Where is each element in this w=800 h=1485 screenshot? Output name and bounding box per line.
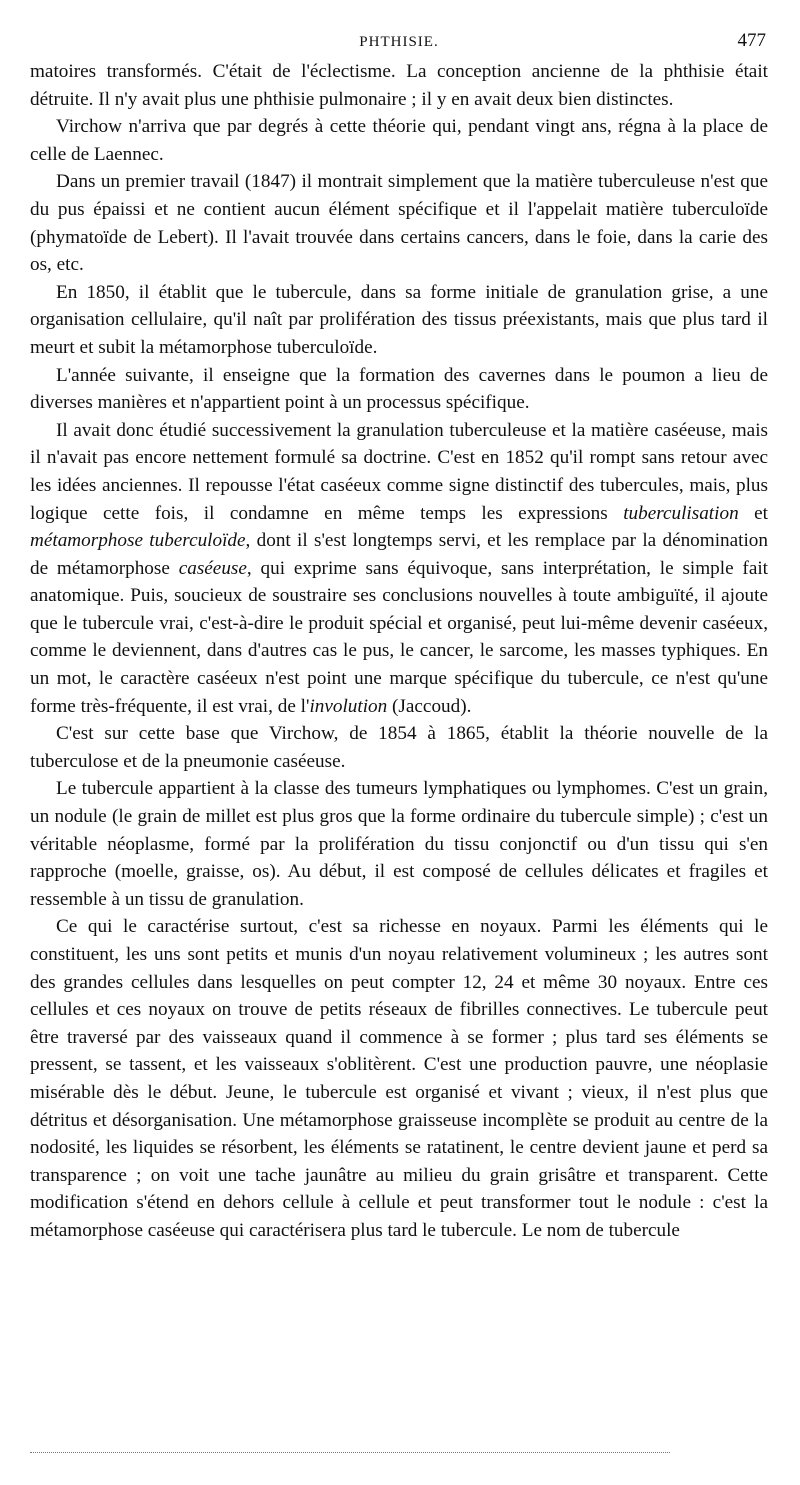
paragraph — [30, 913, 768, 1244]
running-title: PHTHISIE. — [359, 34, 439, 50]
italic-term: caséeuse — [178, 557, 247, 579]
italic-term: tuberculisation — [623, 502, 739, 524]
paragraph — [30, 168, 768, 278]
page-number: 477 — [737, 30, 766, 51]
paragraph — [30, 775, 768, 913]
paragraph — [30, 279, 768, 362]
text-run: Il avait donc étudié successivement la granulation tuberculeuse et la matière caséeuse, mais il n'avait pas encore nettement formulé sa doctrine. C'est en 1852 qu'il rompt sans retour avec les idées anciennes. Il repousse l'état caséeux comme signe distinctif des tubercules, mais, plus logique cette fois, il condamne en même temps les expressions — [30, 419, 768, 524]
italic-term: métamorphose tuberculoïde — [30, 530, 246, 552]
text-run: L'année suivante, il enseigne que la formation des cavernes dans le poumon a lieu de diverses manières et n'appartient point à un processus spécifique. — [30, 364, 768, 414]
text-run: C'est sur cette base que Virchow, de 1854 à 1865, établit la théorie nouvelle de la tuberculose et de la pneumonie caséeuse. — [30, 723, 768, 772]
text-run: Le tubercule appartient à la classe des tumeurs lymphatiques ou lymphomes. C'est un grain, un nodule (le grain de millet est plus gros que la forme ordinaire du tubercule simple) ; c'est un véritable néoplasme, formé par la prolifération du tissu conjonctif ou d'un tissu qui s'en rapproche (moelle, graisse, os). Au début, il est composé de cellules délicates et fragiles et ressemble à un tissu de granulation. — [30, 778, 768, 910]
paragraph — [30, 58, 768, 113]
book-page — [30, 20, 768, 1450]
text-run: , qui exprime sans équivoque, sans interprétation, le simple fait anatomique. Puis, soucieux de soustraire ses conclusions nouvelles à toute ambiguïté, il ajoute que le tubercule vrai, c'est-à-dire le produit spécial et organisé, peut lui-même devenir caséeux, comme le deviennent, dans d'autres cas le pus, le cancer, le sarcome, les masses typhiques. En un mot, le caractère caséeux n'est point une marque spécifique du tubercule, ce n'est qu'une forme très-fréquente, il est vrai, de l' — [30, 557, 768, 717]
page-header — [30, 20, 768, 50]
text-run: En 1850, il établit que le tubercule, dans sa forme initiale de granulation grise, a une organisation cellulaire, qu'il naît par prolifération des tissus préexistants, mais que plus tard il meurt et subit la métamorphose tuberculoïde. — [30, 281, 768, 358]
text-run: Ce qui le caractérise surtout, c'est sa richesse en noyaux. Parmi les éléments qui le constituent, les uns sont petits et munis d'un noyau relativement volumineux ; les autres sont des grandes cellules dans lesquelles on peut compter 12, 24 et même 30 noyaux. Entre ces cellules et ces noyaux on trouve de petits réseaux de fibrilles connectives. Le tubercule peut être traversé par des vaisseaux quand il commence à se former ; plus tard ses éléments se pressent, se tassent, et les vaisseaux s'oblitèrent. C'est une production pauvre, une néoplasie misérable dès le début. Jeune, le tubercule est organisé et vivant ; vieux, il n'est plus que détritus et désorganisation. Une métamorphose graisseuse incomplète se produit au centre de la nodosité, les liquides se résorbent, les éléments se ratatinent, le centre devient jaune et perd sa transparence ; on voit une tache jaunâtre au milieu du grain grisâtre et transparent. Cette modification s'étend en dehors cellule à cellule et peut transformer tout le nodule : c'est la métamorphose caséeuse qui caractérisera plus tard le tubercule. Le nom de tubercule — [30, 916, 768, 1241]
paragraph — [30, 417, 768, 721]
bottom-rule — [30, 1452, 670, 1453]
text-run: , dont il s'est longtemps servi, et les remplace par la dénomination de métamorphose — [30, 530, 768, 579]
text-run: Dans un premier travail (1847) il montrait simplement que la matière tuberculeuse n'est que du pus épaissi et ne contient aucun élément spécifique et il l'appelait matière tuberculoïde (phymatoïde de Lebert). Il l'avait trouvée dans certains cancers, dans le foie, dans la carie des os, etc. — [30, 171, 768, 276]
body-text — [30, 58, 768, 1245]
text-run: Virchow n'arriva que par degrés à cette théorie qui, pendant vingt ans, régna à la place de celle de Laennec. — [30, 116, 768, 165]
text-run: matoires transformés. C'était de l'éclectisme. La conception ancienne de la phthisie était détruite. Il n'y avait plus une phthisie pulmonaire ; il y en avait deux bien distinctes. — [30, 61, 768, 110]
paragraph — [30, 113, 768, 168]
text-run: (Jaccoud). — [387, 695, 472, 717]
text-run: et — [738, 502, 768, 524]
italic-term: involution — [309, 695, 388, 717]
paragraph — [30, 362, 768, 417]
paragraph — [30, 720, 768, 775]
